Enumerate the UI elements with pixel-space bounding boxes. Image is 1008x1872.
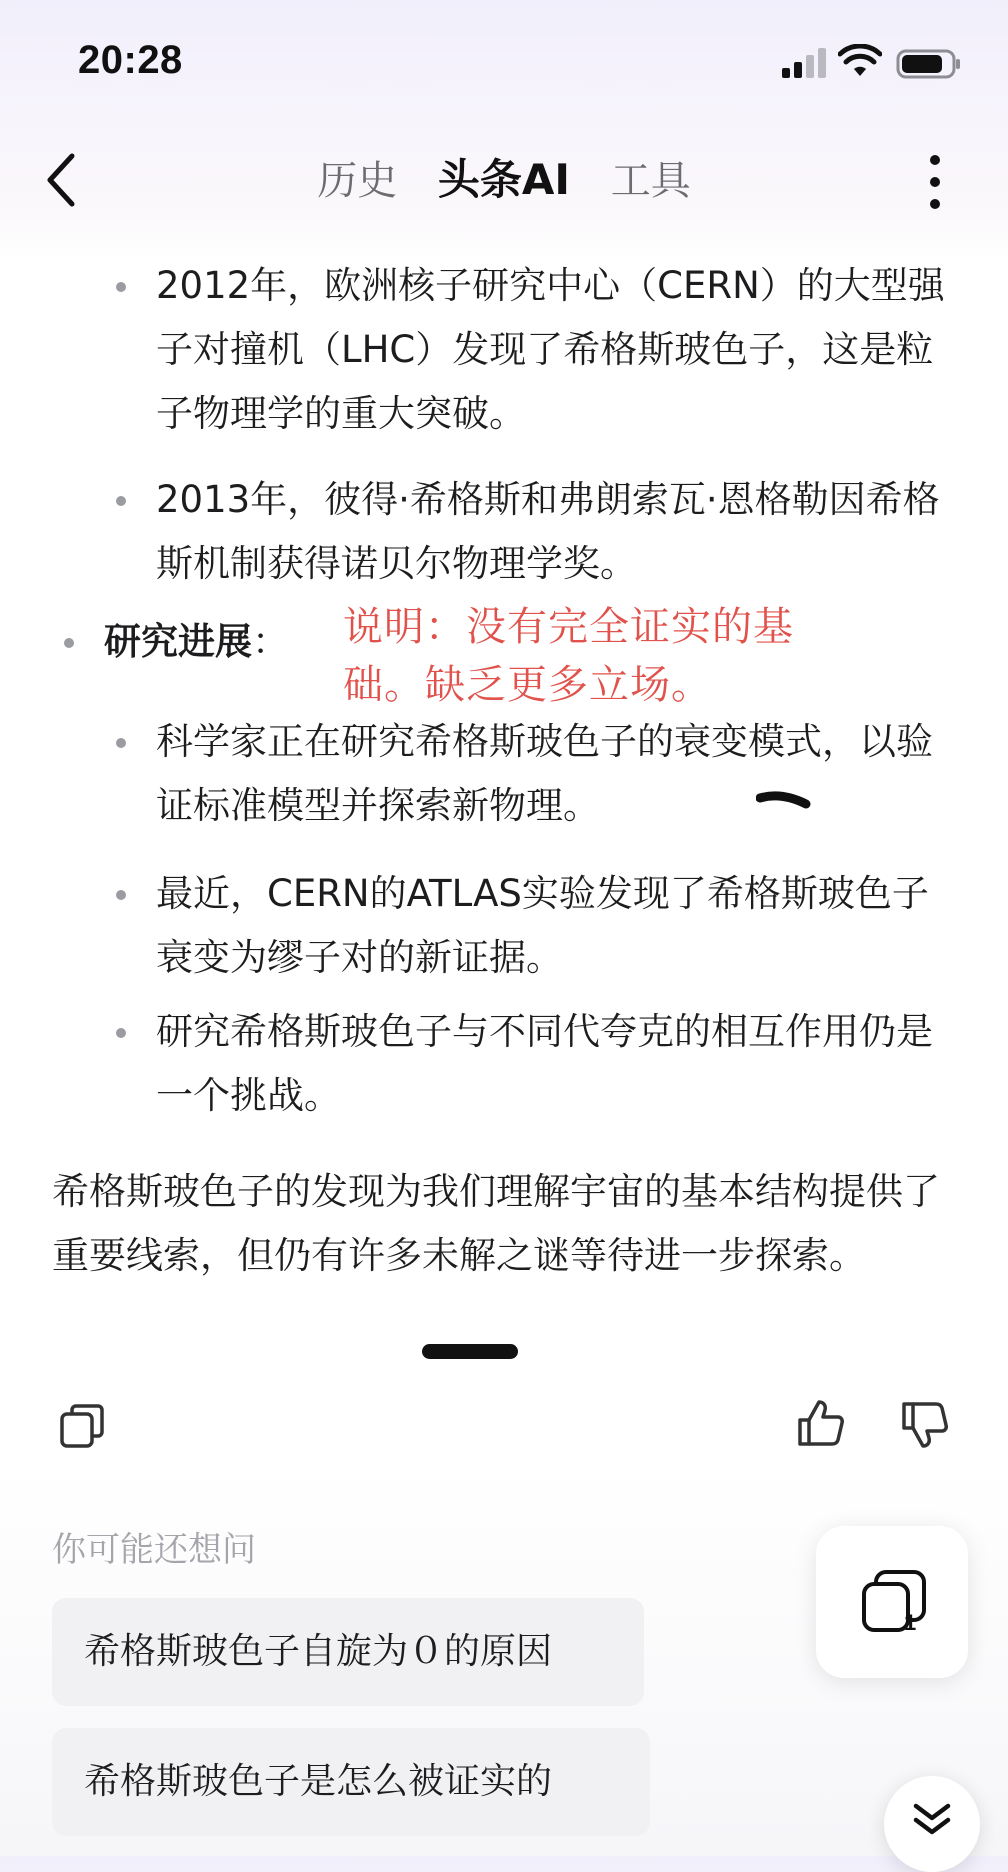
nav-tabs [0,148,1008,213]
status-time: 20:28 [78,38,183,82]
bullet-dot [116,1028,126,1038]
signal-icon [780,46,828,80]
status-bar [0,0,1008,120]
list-item-text: 2013年，彼得·希格斯和弗朗索瓦·恩格勒因希格斯机制获得诺贝尔物理学奖。 [156,478,940,585]
list-item-text: 科学家正在研究希格斯玻色子的衰变模式，以验证标准模型并探索新物理。 [156,720,933,827]
suggestion-chip[interactable]: 希格斯玻色子自旋为０的原因 [52,1598,644,1706]
scroll-marker [422,1344,518,1359]
bullet-dot [64,638,74,648]
nav-bar [0,130,1008,230]
scribble-mark [756,788,812,814]
bullet-dot [116,496,126,506]
scroll-down-button[interactable] [884,1776,980,1872]
more-icon[interactable] [920,150,950,214]
tab-count: 1 [904,1610,917,1635]
list-item-text: 最近，CERN的ATLAS实验发现了希格斯玻色子衰变为缪子对的新证据。 [156,872,929,979]
tabs-icon [860,1566,930,1636]
bullet-dot [116,282,126,292]
chevrons-down-icon [910,1800,954,1840]
list-item [156,254,956,446]
list-item-text: 研究希格斯玻色子与不同代夸克的相互作用仍是一个挑战。 [156,1010,933,1117]
tab-tools[interactable]: 工具 [610,158,691,204]
list-item [156,710,956,838]
battery-icon [896,48,962,80]
tab-history[interactable]: 历史 [317,158,398,204]
summary-paragraph: 希格斯玻色子的发现为我们理解宇宙的基本结构提供了重要线索，但仍有许多未解之谜等待进一步探索。 [52,1170,940,1277]
tab-toutiao-ai[interactable]: 头条AI [437,155,571,204]
list-item-text: 2012年，欧洲核子研究中心（CERN）的大型强子对撞机（LHC）发现了希格斯玻色子，这是粒子物理学的重大突破。 [156,264,945,435]
copy-icon[interactable] [58,1402,106,1450]
bullet-dot [116,738,126,748]
suggestions-label: 你可能还想问 [52,1530,256,1570]
list-item [156,468,956,596]
wifi-icon [838,44,882,80]
bullet-dot [116,890,126,900]
handwritten-annotation: 说明：没有完全证实的基础。缺乏更多立场。 [343,604,794,708]
tabs-button[interactable] [816,1526,968,1678]
research-heading-colon: ： [252,620,289,663]
thumbs-down-icon[interactable] [900,1400,950,1450]
suggestion-chip[interactable]: 希格斯玻色子是怎么被证实的 [52,1728,650,1836]
research-heading-text: 研究进展 [104,620,252,663]
list-item [156,862,956,990]
thumbs-up-icon[interactable] [796,1398,846,1448]
list-item [156,1000,956,1128]
